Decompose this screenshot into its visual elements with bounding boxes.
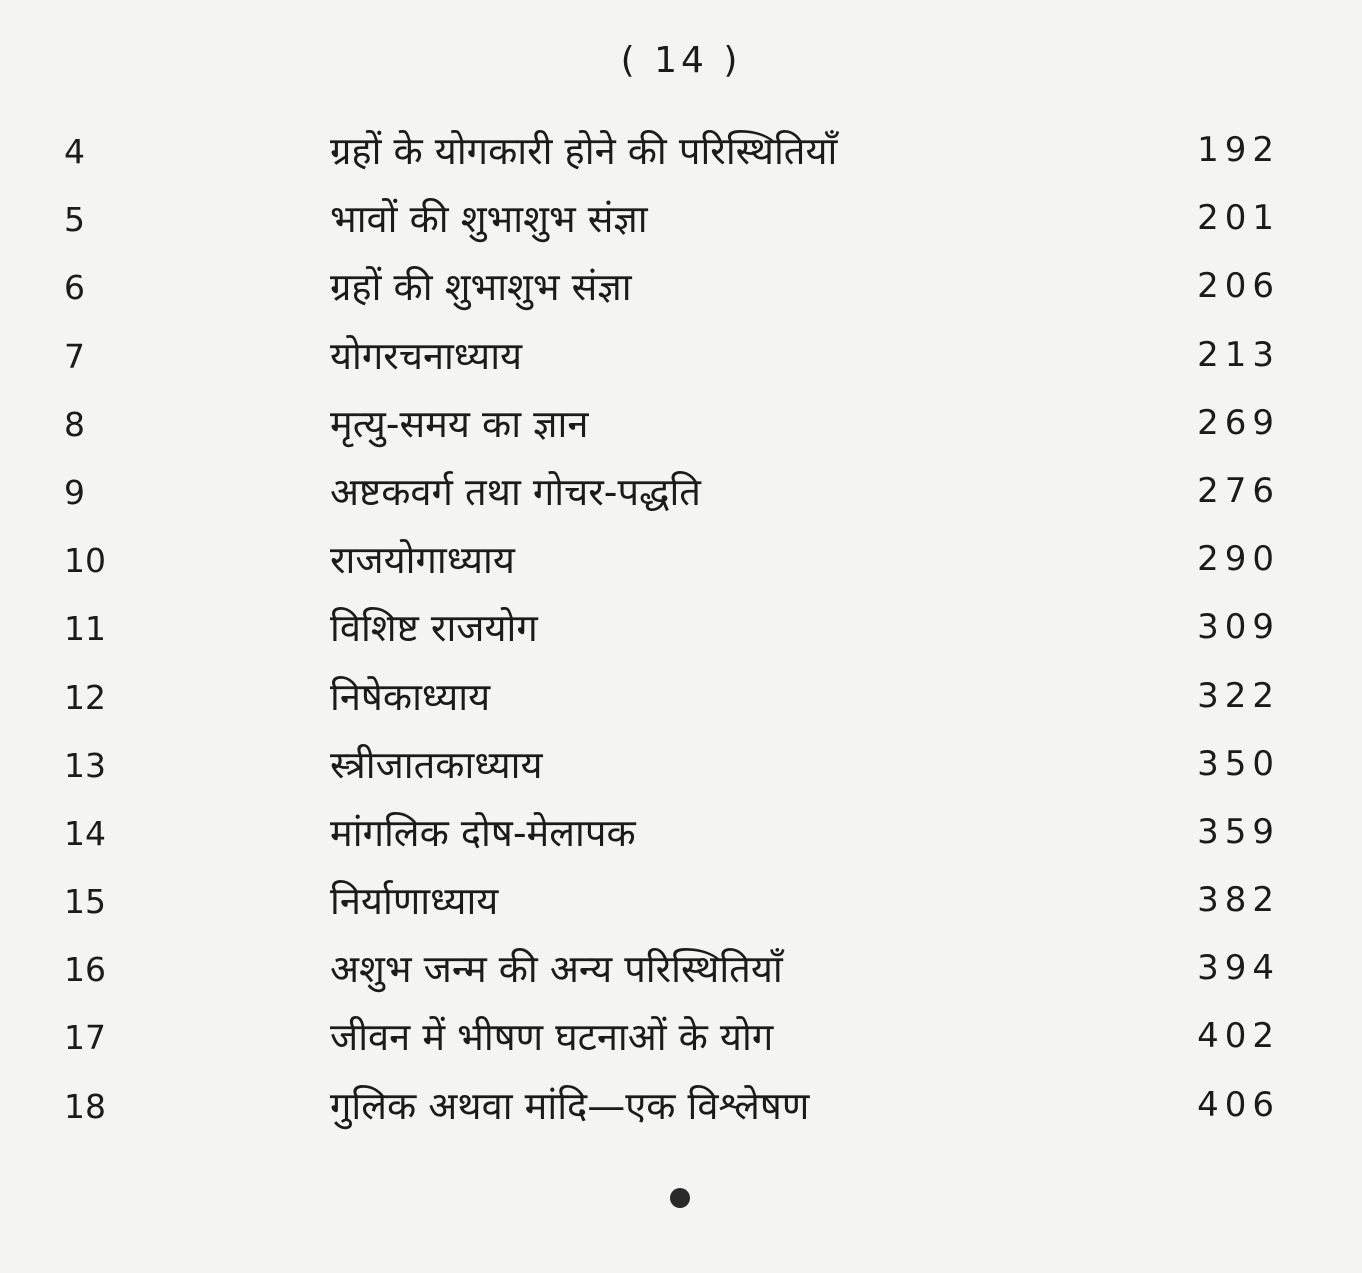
chapter-title: ग्रहों की शुभाशुभ संज्ञा	[330, 265, 632, 310]
toc-row	[0, 936, 1362, 1004]
chapter-number: 10	[64, 541, 106, 581]
chapter-title: अष्टकवर्ग तथा गोचर-पद्धति	[330, 469, 701, 514]
chapter-title: अशुभ जन्म की अन्य परिस्थितियाँ	[330, 947, 783, 992]
chapter-page-number: 359	[1197, 811, 1280, 852]
toc-row	[0, 118, 1362, 186]
chapter-number: 4	[64, 132, 85, 171]
end-bullet	[670, 1188, 690, 1208]
chapter-number: 9	[64, 472, 85, 512]
chapter-title: स्त्रीजातकाध्याय	[330, 742, 543, 787]
chapter-page-number: 276	[1197, 470, 1280, 511]
chapter-title: गुलिक अथवा मांदि—एक विश्लेषण	[330, 1083, 810, 1128]
chapter-page-number: 309	[1197, 607, 1280, 648]
chapter-title: मृत्यु-समय का ज्ञान	[330, 401, 589, 446]
chapter-title: ग्रहों के योगकारी होने की परिस्थितियाँ	[330, 129, 838, 173]
toc-row	[0, 391, 1362, 459]
chapter-page-number: 213	[1197, 334, 1280, 375]
toc-row	[0, 732, 1362, 800]
chapter-title: विशिष्ट राजयोग	[330, 606, 538, 651]
chapter-number: 8	[64, 404, 85, 444]
chapter-number: 13	[64, 745, 106, 785]
toc-row	[0, 459, 1362, 527]
toc-row	[0, 527, 1362, 595]
chapter-number: 16	[64, 950, 106, 990]
chapter-page-number: 269	[1197, 402, 1280, 443]
chapter-number: 7	[64, 336, 85, 376]
chapter-page-number: 290	[1197, 539, 1280, 580]
chapter-number: 6	[64, 268, 85, 308]
toc-row	[0, 254, 1362, 322]
page-number: ( 14 )	[620, 40, 742, 81]
chapter-title: भावों की शुभाशुभ संज्ञा	[330, 197, 648, 242]
chapter-page-number: 406	[1197, 1084, 1280, 1125]
chapter-number: 17	[64, 1018, 106, 1058]
toc-row	[0, 323, 1362, 391]
chapter-page-number: 322	[1197, 675, 1280, 716]
toc-row	[0, 1004, 1362, 1072]
toc-row	[0, 800, 1362, 868]
chapter-page-number: 206	[1197, 266, 1280, 307]
chapter-page-number: 394	[1197, 948, 1280, 989]
chapter-page-number: 382	[1197, 880, 1280, 921]
chapter-title: निर्याणाध्याय	[330, 879, 499, 924]
chapter-title: राजयोगाध्याय	[330, 538, 515, 583]
table-of-contents	[0, 118, 1362, 1141]
chapter-page-number: 192	[1197, 130, 1280, 170]
chapter-number: 12	[64, 677, 106, 717]
chapter-page-number: 402	[1197, 1016, 1280, 1057]
chapter-number: 5	[64, 200, 85, 240]
toc-row	[0, 186, 1362, 254]
chapter-page-number: 350	[1197, 743, 1280, 784]
chapter-title: निषेकाध्याय	[330, 674, 491, 719]
chapter-number: 15	[64, 882, 106, 922]
toc-row	[0, 868, 1362, 936]
chapter-page-number: 201	[1197, 198, 1280, 239]
chapter-title: जीवन में भीषण घटनाओं के योग	[330, 1015, 774, 1060]
toc-row	[0, 1073, 1362, 1141]
chapter-number: 18	[64, 1086, 106, 1126]
chapter-title: मांगलिक दोष-मेलापक	[330, 810, 636, 855]
chapter-title: योगरचनाध्याय	[330, 333, 523, 378]
chapter-number: 14	[64, 813, 106, 853]
toc-row	[0, 595, 1362, 663]
toc-row	[0, 664, 1362, 732]
chapter-number: 11	[64, 609, 106, 649]
